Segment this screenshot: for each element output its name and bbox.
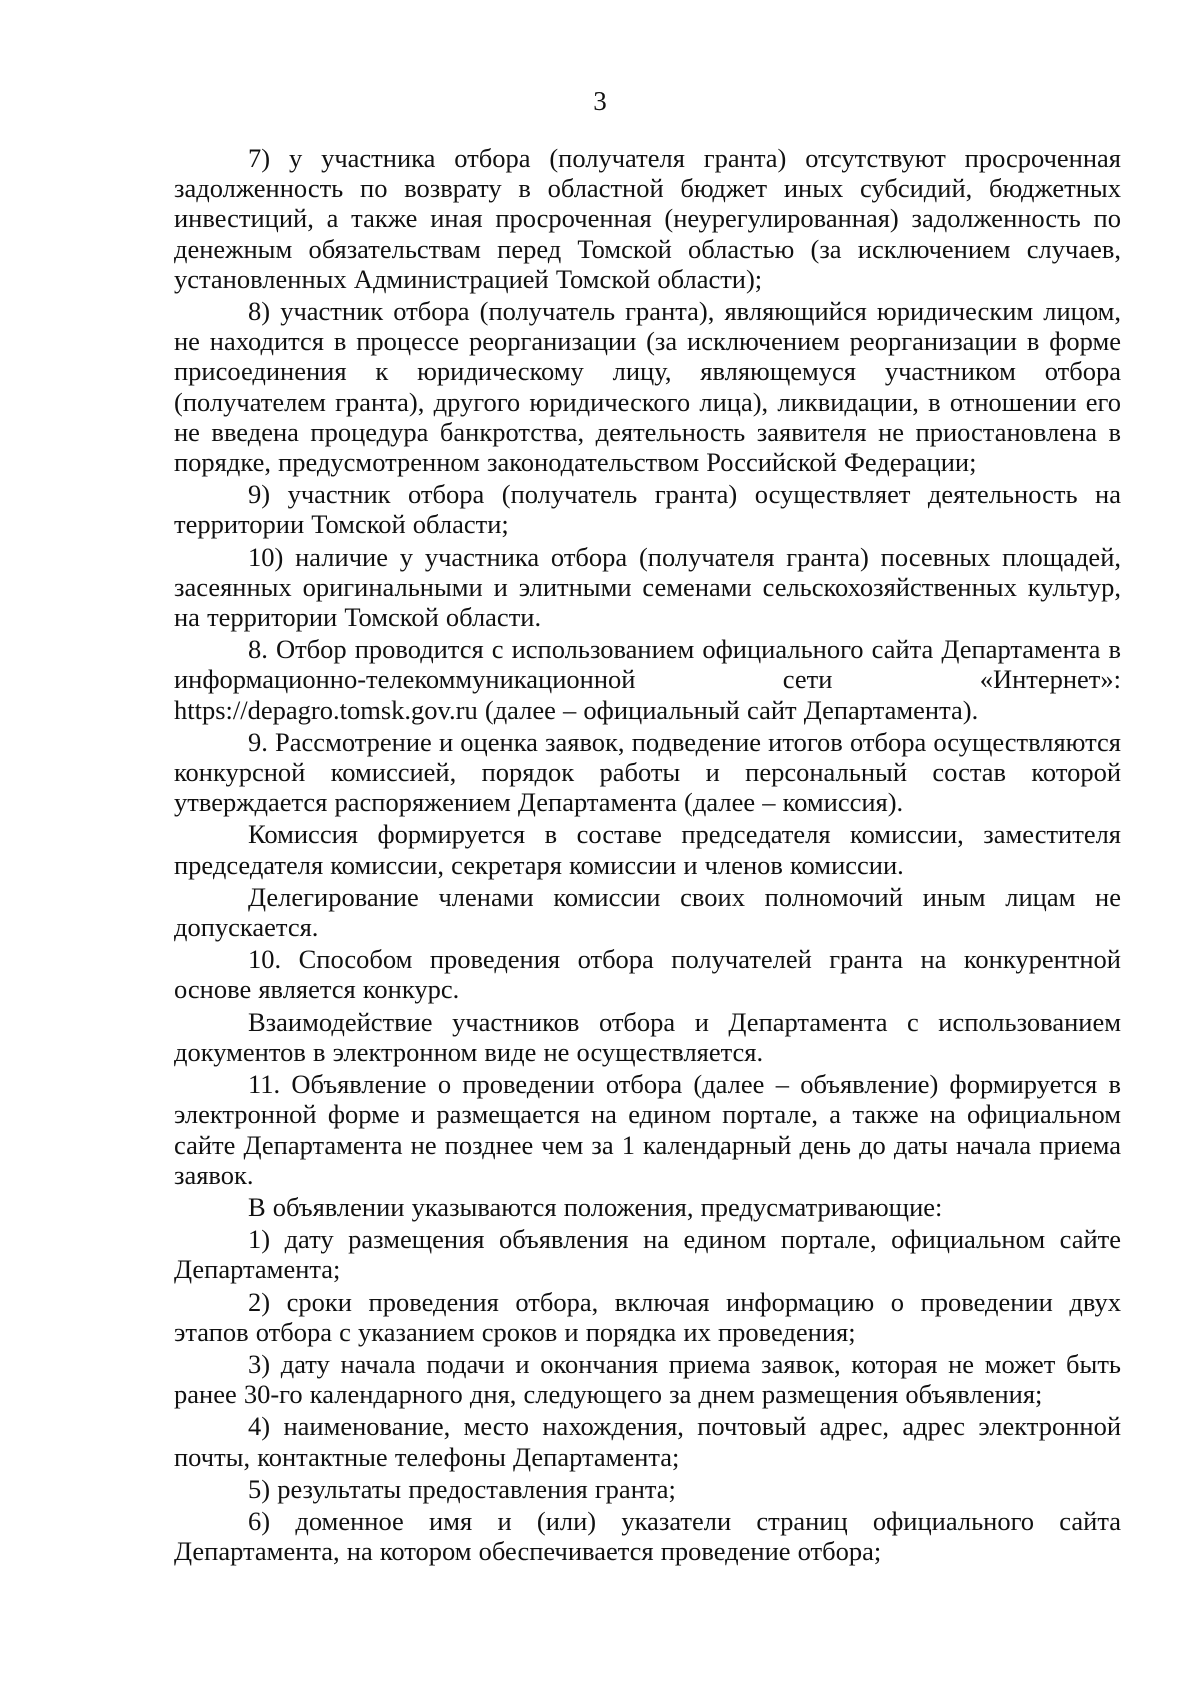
paragraph-announcement-4: 4) наименование, место нахождения, почтовый адрес, адрес электронной почты, контактные телефоны Департамента; bbox=[174, 1411, 1121, 1472]
paragraph-clause-10: 10. Способом проведения отбора получателей гранта на конкурентной основе является конкурс. bbox=[174, 944, 1121, 1005]
paragraph-item-8: 8) участник отбора (получатель гранта), являющийся юридическим лицом, не находится в процессе реорганизации (за исключением реорганизации в форме присоединения к юридическому лицу, являющемуся участником отбора (получателем гранта), другого юридического лица), ликвидации, в отношении его не введена процедура банкротства, деятельность заявителя не приостановлена в порядке, предусмотренном законодательством Российской Федерации; bbox=[174, 296, 1121, 478]
paragraph-announcement-5: 5) результаты предоставления гранта; bbox=[248, 1473, 676, 1504]
paragraph-commission-composition: Комиссия формируется в составе председателя комиссии, заместителя председателя комиссии, секретаря комиссии и членов комиссии. bbox=[174, 819, 1121, 880]
paragraph-delegation: Делегирование членами комиссии своих полномочий иным лицам не допускается. bbox=[174, 881, 1121, 943]
paragraph-announcement-1: 1) дату размещения объявления на едином портале, официальном сайте Департамента; bbox=[174, 1224, 1121, 1285]
paragraph-clause-8: 8. Отбор проводится с использованием официального сайта Департамента в информационно-телекоммуникационной сети «Интернет»: https://depagro.tomsk.gov.ru (далее – официальный сайт Департамента). bbox=[174, 634, 1121, 725]
paragraph-clause-9: 9. Рассмотрение и оценка заявок, подведение итогов отбора осуществляются конкурсной комиссией, порядок работы и персональный состав которой утверждается распоряжением Департамента (далее – комиссия). bbox=[174, 726, 1121, 818]
paragraph-announcement-6: 6) доменное имя и (или) указатели страниц официального сайта Департамента, на котором обеспечивается проведение отбора; bbox=[174, 1505, 1121, 1567]
paragraph-announcement-3: 3) дату начала подачи и окончания приема заявок, которая не может быть ранее 30-го календарного дня, следующего за днем размещения объявления; bbox=[174, 1348, 1121, 1410]
paragraph-item-9: 9) участник отбора (получатель гранта) осуществляет деятельность на территории Томской области; bbox=[174, 479, 1121, 540]
paragraph-interaction: Взаимодействие участников отбора и Департамента с использованием документов в электронном виде не осуществляется. bbox=[174, 1006, 1121, 1067]
paragraph-item-10: 10) наличие у участника отбора (получателя гранта) посевных площадей, засеянных оригинальными и элитными семенами сельскохозяйственных культур, на территории Томской области. bbox=[174, 541, 1121, 633]
document-body bbox=[174, 143, 1121, 1568]
paragraph-announcement-2: 2) сроки проведения отбора, включая информацию о проведении двух этапов отбора с указанием сроков и порядка их проведения; bbox=[174, 1286, 1121, 1347]
paragraph-announcement-intro: В объявлении указываются положения, предусматривающие: bbox=[248, 1191, 943, 1222]
paragraph-clause-11: 11. Объявление о проведении отбора (далее – объявление) формируется в электронной форме и размещается на едином портале, а также на официальном сайте Департамента не позднее чем за 1 календарный день до даты начала приема заявок. bbox=[174, 1069, 1121, 1190]
page-number: 3 bbox=[593, 86, 607, 116]
paragraph-item-7: 7) у участника отбора (получателя гранта) отсутствуют просроченная задолженность по возврату в областной бюджет иных субсидий, бюджетных инвестиций, а также иная просроченная (неурегулированная) задолженность по денежным обязательствам перед Томской областью (за исключением случаев, установленных Администрацией Томской области); bbox=[174, 143, 1121, 294]
